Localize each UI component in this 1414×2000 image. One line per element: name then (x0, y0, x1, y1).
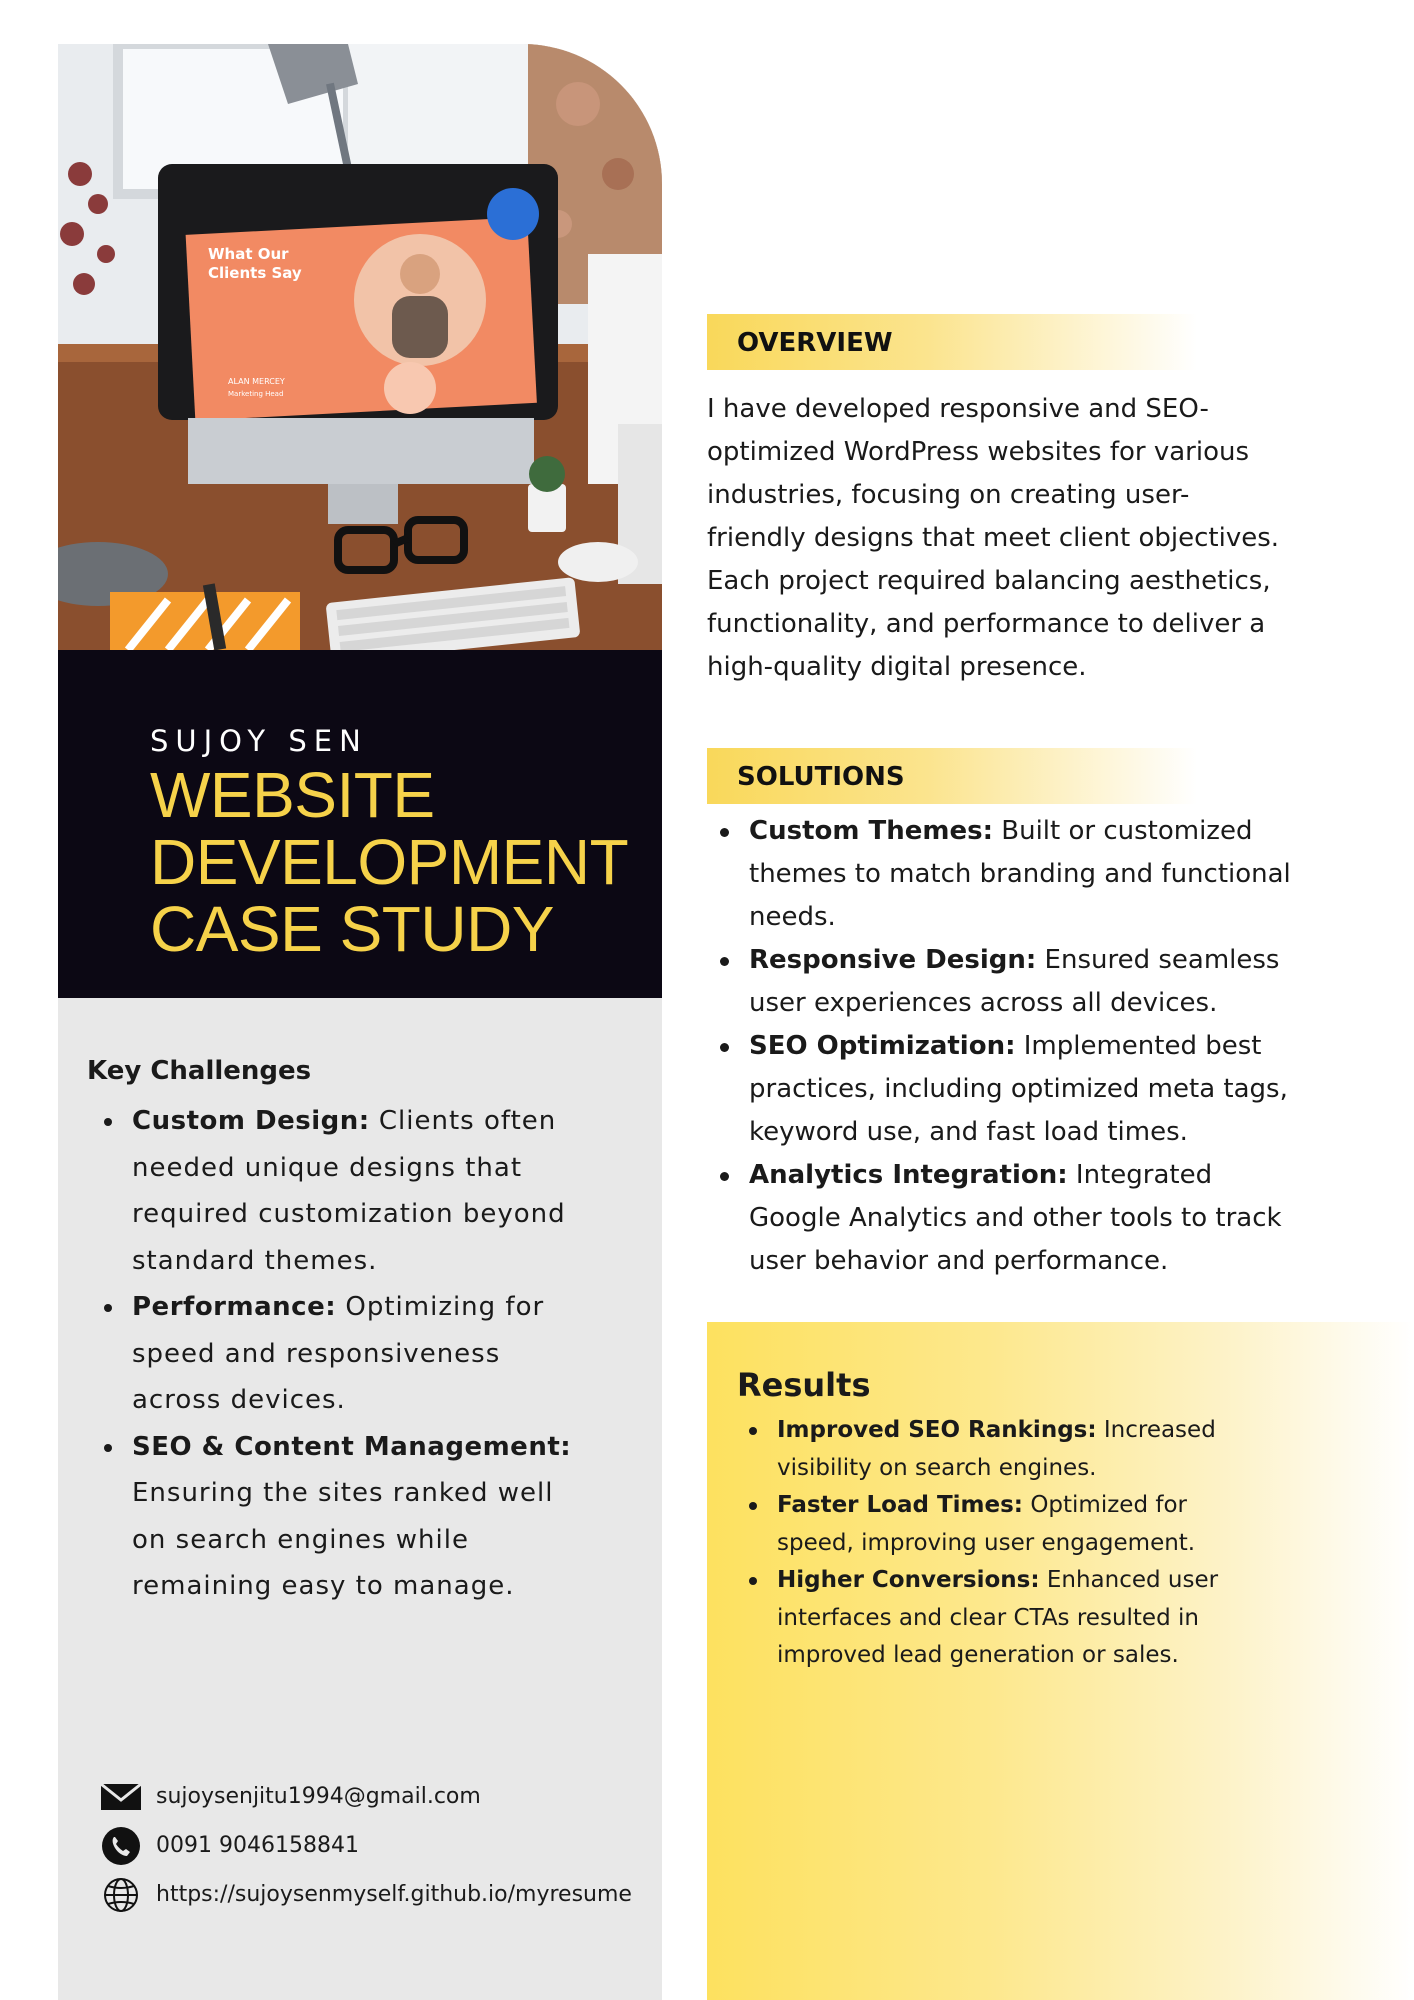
phone-glyph (101, 1826, 141, 1866)
item-text: Integrated Google Analytics and other tools to track user behavior and performance. (749, 1160, 1282, 1276)
contact-email[interactable] (100, 1772, 660, 1821)
desk-illustration (58, 44, 662, 650)
title-line: CASE STUDY (150, 893, 554, 965)
item-text: Optimized for speed, improving user engagement. (777, 1492, 1196, 1556)
item-label: Custom Themes: (749, 816, 993, 846)
list-item (102, 1284, 572, 1424)
contact-website[interactable] (100, 1870, 660, 1919)
item-text: Enhanced user interfaces and clear CTAs resulted in improved lead generation or sales. (777, 1567, 1219, 1668)
results-heading: Results (737, 1366, 871, 1404)
results-list (743, 1412, 1243, 1675)
screen-role: Marketing Head (228, 390, 284, 398)
item-text: Implemented best practices, including optimized meta tags, keyword use, and fast load times. (749, 1031, 1288, 1147)
envelope-glyph (100, 1782, 142, 1812)
overview-text: I have developed responsive and SEO-optimized WordPress websites for various industries, focusing on creating user-friendly designs that meet client objectives. Each project required balancing aesthetics, functionality, and performance to deliver a high-quality digital presence. (707, 394, 1280, 682)
list-item (714, 1154, 1294, 1283)
item-text: Increased visibility on search engines. (777, 1417, 1216, 1481)
solutions-heading: SOLUTIONS (737, 762, 905, 792)
globe-icon (100, 1874, 142, 1916)
email-text[interactable]: sujoysenjitu1994@gmail.com (156, 1784, 481, 1809)
item-label: Performance: (132, 1292, 337, 1322)
list-item (102, 1098, 572, 1284)
screen-name: ALAN MERCEY (228, 377, 285, 386)
item-label: Faster Load Times: (777, 1492, 1023, 1518)
list-item (743, 1412, 1243, 1487)
key-challenges-panel (58, 998, 662, 2000)
item-label: Custom Design: (132, 1106, 370, 1136)
phone-text[interactable]: 0091 9046158841 (156, 1833, 359, 1858)
contact-info (100, 1772, 660, 1919)
screen-heading-line: Clients Say (208, 264, 302, 282)
item-label: SEO & Content Management: (132, 1431, 572, 1462)
list-item (102, 1424, 572, 1610)
title-line: WEBSITE (150, 759, 435, 831)
solutions-list (714, 810, 1294, 1283)
author-name: SUJOY SEN (150, 724, 368, 758)
item-text: Optimizing for speed and responsiveness across devices. (132, 1292, 545, 1415)
solutions-label (707, 748, 1197, 804)
screen-heading (208, 245, 302, 282)
results-panel (707, 1322, 1414, 2000)
item-text: Ensured seamless user experiences across all devices. (749, 945, 1280, 1018)
page-title (150, 759, 650, 965)
title-block (58, 650, 662, 998)
item-text: Clients often needed unique designs that required customization beyond standard themes. (132, 1106, 566, 1276)
list-item (743, 1562, 1243, 1675)
website-link[interactable]: https://sujoysenmyself.github.io/myresume (156, 1882, 632, 1907)
overview-heading: OVERVIEW (737, 328, 893, 358)
hero-photo (58, 44, 662, 650)
item-label: SEO Optimization: (749, 1031, 1016, 1061)
left-column (58, 44, 662, 2000)
envelope-icon (100, 1776, 142, 1818)
title-line: DEVELOPMENT (150, 826, 629, 898)
globe-glyph (102, 1876, 140, 1914)
list-item (743, 1487, 1243, 1562)
phone-icon (100, 1825, 142, 1867)
item-label: Analytics Integration: (749, 1160, 1068, 1190)
item-text: Built or customized themes to match branding and functional needs. (749, 816, 1291, 932)
contact-phone[interactable] (100, 1821, 660, 1870)
item-text: Ensuring the sites ranked well on search engines while remaining easy to manage. (132, 1478, 554, 1601)
key-challenges-heading: Key Challenges (87, 1056, 312, 1086)
item-label: Responsive Design: (749, 945, 1037, 975)
item-label: Improved SEO Rankings: (777, 1417, 1097, 1443)
screen-heading-line: What Our (208, 245, 289, 263)
list-item (714, 939, 1294, 1025)
list-item (714, 810, 1294, 939)
item-label: Higher Conversions: (777, 1567, 1040, 1593)
key-challenges-list (102, 1098, 572, 1610)
list-item (714, 1025, 1294, 1154)
overview-label (707, 314, 1197, 370)
